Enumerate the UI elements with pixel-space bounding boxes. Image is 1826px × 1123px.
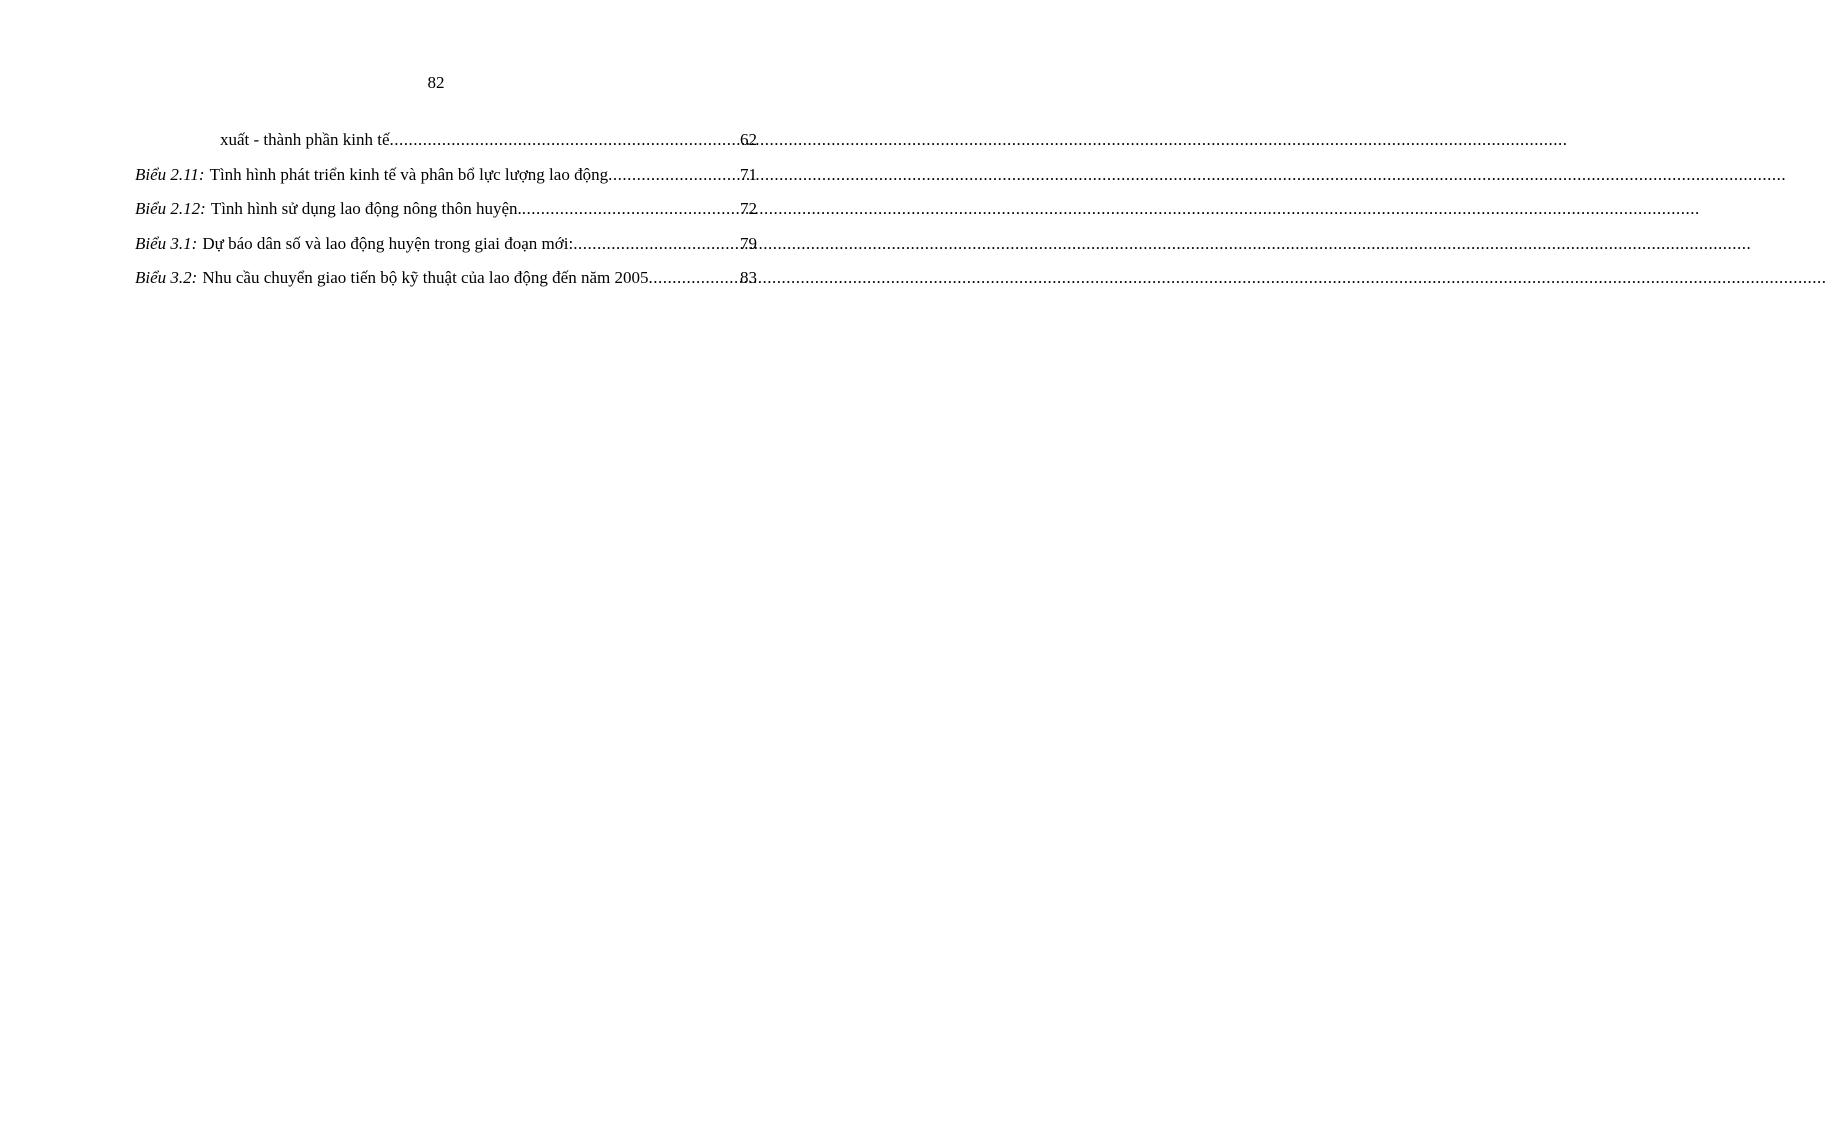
toc-entry-label: Biểu 3.1: xyxy=(135,233,198,253)
dot-leader xyxy=(648,266,739,290)
toc-entry-title: Tình hình phát triển kinh tế và phân bổ lực lượng lao động xyxy=(209,164,609,184)
toc-entry-page: 71 xyxy=(740,164,757,184)
toc-entry-continuation xyxy=(135,128,757,163)
toc-entry-title: Tình hình sử dụng lao động nông thôn huyện. xyxy=(210,199,522,218)
toc-entry-bieu-3-2 xyxy=(135,266,757,301)
toc-entry-label: Biểu 2.11: xyxy=(135,164,205,184)
list-of-tables xyxy=(135,128,757,301)
toc-entry-page: 83 xyxy=(740,268,757,287)
toc-entry-bieu-2-12 xyxy=(135,197,757,232)
toc-entry-label: Biểu 3.2: xyxy=(135,268,198,287)
toc-entry-label: Biểu 2.12: xyxy=(135,199,206,218)
toc-entry-title: Dự báo dân số và lao động huyện trong giai đoạn mới: xyxy=(202,233,574,253)
dot-leader xyxy=(608,163,739,187)
toc-entry-page: 72 xyxy=(740,199,757,218)
toc-entry-bieu-3-1 xyxy=(135,232,757,267)
toc-entry-title: Nhu cầu chuyển giao tiến bộ kỹ thuật của lao động đến năm 2005 xyxy=(202,268,649,287)
toc-entry-page: 79 xyxy=(740,233,757,253)
dot-leader xyxy=(573,232,739,256)
toc-entry-bieu-2-11 xyxy=(135,163,757,198)
dot-leader xyxy=(522,197,739,221)
toc-entry-title: xuất - thành phần kinh tế xyxy=(220,130,390,149)
toc-entry-page: 62 xyxy=(740,130,757,149)
dot-leader xyxy=(390,128,740,152)
page-number: 82 xyxy=(427,73,445,92)
